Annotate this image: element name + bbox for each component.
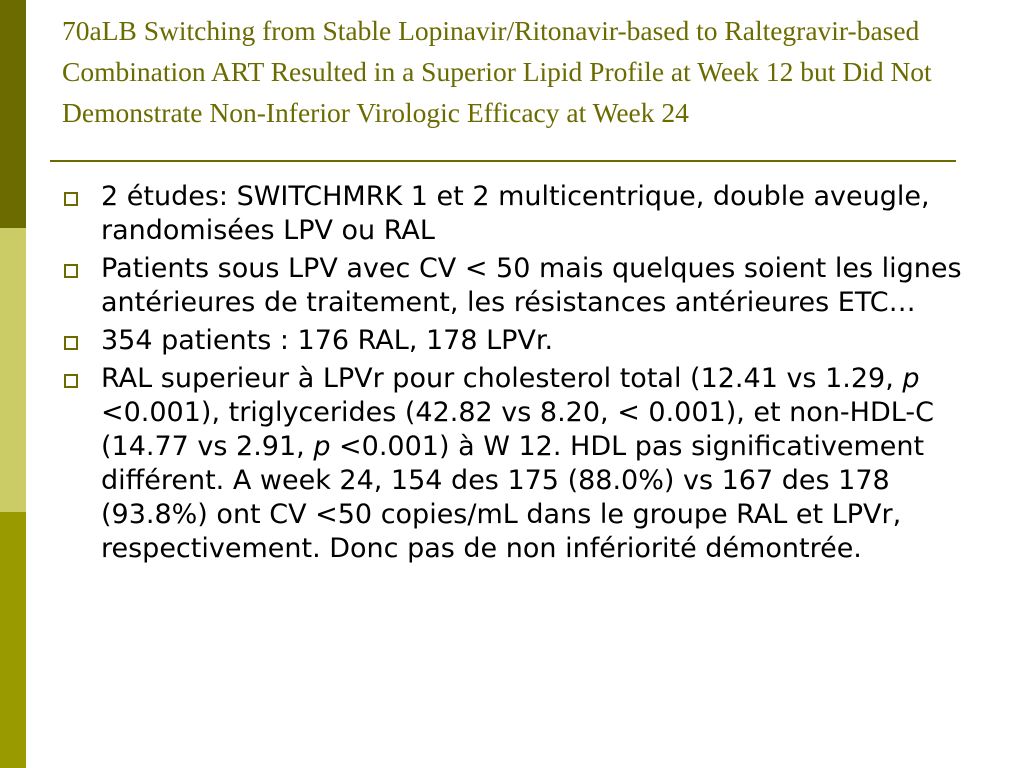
slide-title: 70aLB Switching from Stable Lopinavir/Ritonavir-based to Raltegravir-based Combination ART Resulted in a Superior Lipid Profile at Week 12 but Did Not Demonstrate Non-Inferior Virologic Efficacy at Week 24 bbox=[62, 15, 932, 128]
hollow-square-icon bbox=[64, 336, 78, 350]
p-value-symbol: p bbox=[313, 431, 331, 462]
bullet-text: 2 études: SWITCHMRK 1 et 2 multicentrique, double aveugle, randomisées LPV ou RAL bbox=[101, 181, 930, 246]
bullet-item bbox=[62, 324, 982, 358]
text-segment: <0.001) à W 12. HDL pas significativement différent. A week 24, 154 des 175 (88.0%) vs 167 des 178 (93.8%) ont CV <50 copies/mL dans le groupe RAL et LPVr, respectivement. Donc pas de non infériorité démontrée. bbox=[101, 431, 925, 564]
side-bar-top bbox=[0, 0, 26, 228]
bullet-text: Patients sous LPV avec CV < 50 mais quelques soient les lignes antérieures de traitement, les résistances antérieures ETC… bbox=[101, 253, 962, 318]
p-value-symbol: p bbox=[902, 363, 920, 394]
bullet-item bbox=[62, 362, 982, 566]
bullet-text bbox=[101, 363, 934, 564]
bullet-item bbox=[62, 252, 982, 320]
bullet-item bbox=[62, 180, 982, 248]
side-bar-middle bbox=[0, 228, 26, 512]
bullet-text: 354 patients : 176 RAL, 178 LPVr. bbox=[101, 325, 554, 356]
text-segment: <0.001), triglycerides (42.82 vs 8.20, < 0.001), et non-HDL-C (14.77 vs 2.91, bbox=[101, 397, 934, 462]
text-segment: RAL superieur à LPVr pour cholesterol total (12.41 vs 1.29, bbox=[101, 363, 903, 394]
hollow-square-icon bbox=[64, 374, 78, 388]
title-underline bbox=[50, 160, 956, 162]
hollow-square-icon bbox=[64, 264, 78, 278]
bullet-list bbox=[62, 180, 982, 570]
hollow-square-icon bbox=[64, 192, 78, 206]
side-bar-bottom bbox=[0, 512, 26, 768]
